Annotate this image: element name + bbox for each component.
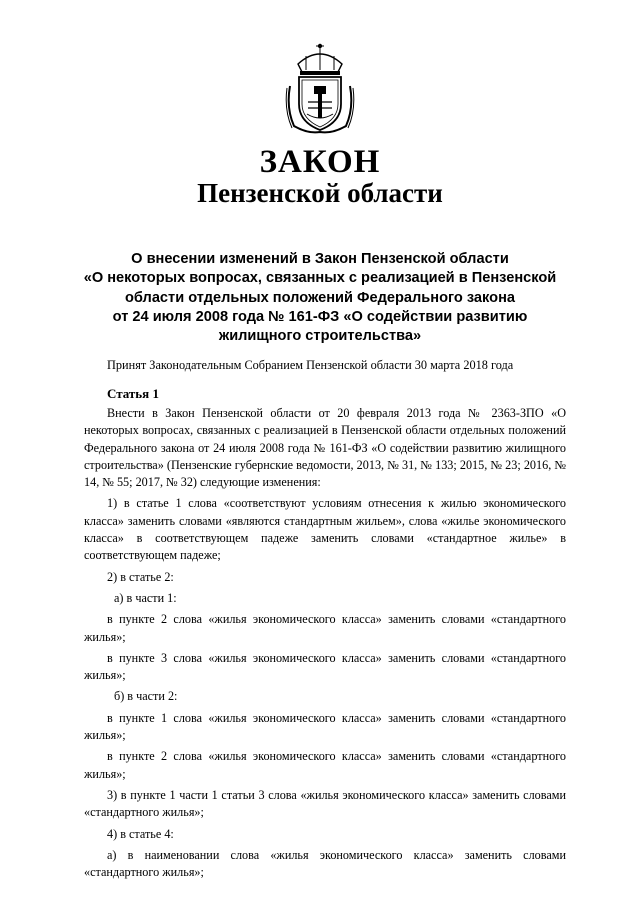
amendment-item: а) в наименовании слова «жилья экономического класса» заменить словами «стандартного жилья»; <box>84 847 566 880</box>
amendment-item: в пункте 2 слова «жилья экономического класса» заменить словами «стандартного жилья»; <box>84 749 566 781</box>
amendment-item: 3) в пункте 1 части 1 статьи 3 слова «жилья экономического класса» заменить словами «стандартного жилья»; <box>84 787 566 820</box>
article-intro: Внести в Закон Пензенской области от 20 февраля 2013 года № 2363-ЗПО «О некоторых вопросах, связанных с реализацией в Пензенской области отдельных положений Федерального закона от 24 июля 2008 года № 161-ФЗ «О содействии развитию жилищного строительства» (Пензенские губернские ведомости, 2013, № 31, № 133; 2015, № 23; 2016, № 14, № 55; 2017, № 32) следующие изменения: <box>84 406 566 490</box>
amendment-item: в пункте 2 слова «жилья экономического класса» заменить словами «стандартного жилья»; <box>84 612 566 644</box>
law-heading-line: области отдельных положений Федерального закона <box>124 289 515 306</box>
article-body <box>84 405 566 881</box>
law-heading-line: жилищного строительства» <box>218 328 422 345</box>
amendment-item: а) в части 1: <box>114 590 177 605</box>
amendment-item: 1) в статье 1 слова «соответствуют условиям отнесения к жилью экономического класса» заменить словами «являются стандартным жильем», слова «жилье экономического класса» в соответствующем падеже заменить словами «стандартное жилье» в соответствующем падеже; <box>84 496 566 563</box>
coat-of-arms-emblem <box>284 42 356 136</box>
law-heading-line: «О некоторых вопросах, связанных с реализацией в Пензенской <box>83 270 557 287</box>
amendment-item: б) в части 2: <box>114 689 178 704</box>
document-title: ЗАКОН <box>259 144 381 180</box>
adoption-note: Принят Законодательным Собранием Пензенской области 30 марта 2018 года <box>107 358 514 372</box>
document-subtitle: Пензенской области <box>197 178 443 208</box>
law-heading-line: от 24 июля 2008 года № 161-ФЗ «О содействии развитию <box>112 308 528 325</box>
amendment-item: 4) в статье 4: <box>107 826 174 841</box>
article-title: Статья 1 <box>107 386 159 401</box>
amendment-item: в пункте 1 слова «жилья экономического класса» заменить словами «стандартного жилья»; <box>84 710 566 743</box>
law-heading <box>60 250 580 346</box>
amendment-item: 2) в статье 2: <box>107 569 174 584</box>
law-heading-line: О внесении изменений в Закон Пензенской области <box>131 251 509 267</box>
amendment-item: в пункте 3 слова «жилья экономического класса» заменить словами «стандартного жилья»; <box>84 650 566 683</box>
